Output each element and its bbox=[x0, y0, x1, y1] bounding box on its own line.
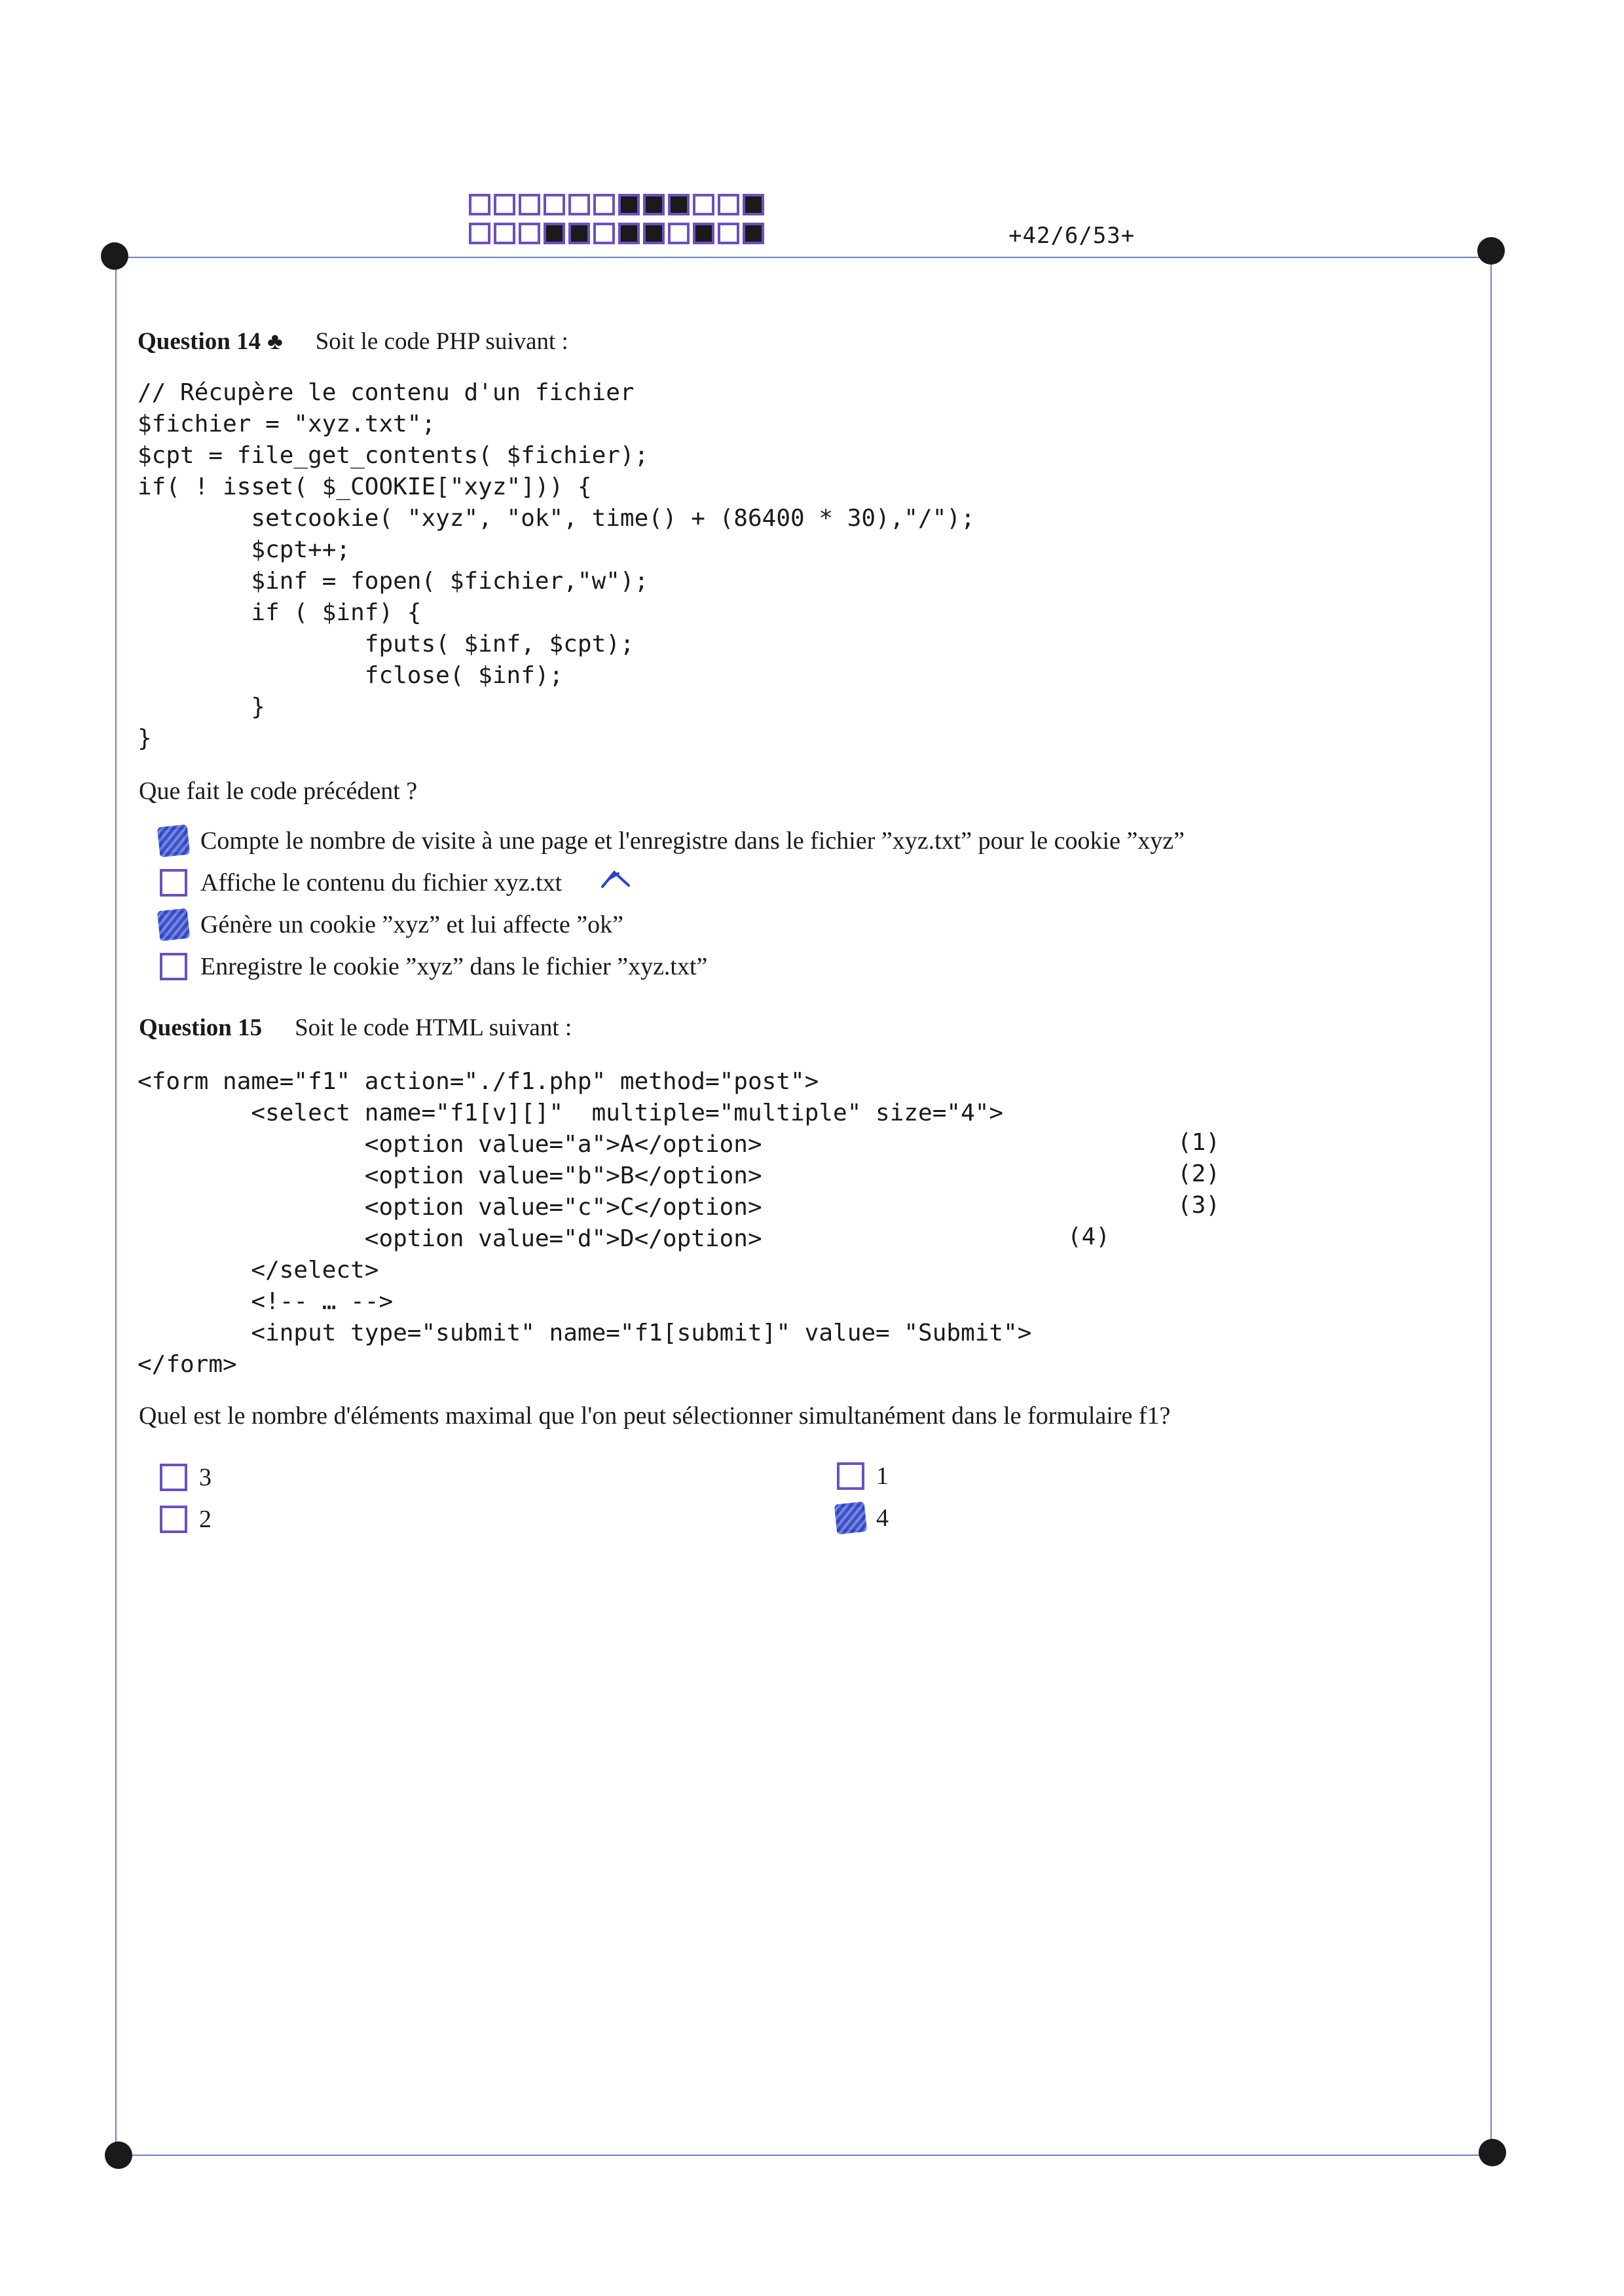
question-15-header bbox=[139, 1014, 572, 1042]
code-cell bbox=[618, 194, 640, 215]
code-cell bbox=[643, 223, 665, 244]
code-line: <option value="c">C</option> bbox=[138, 1194, 762, 1221]
question-14-prompt: Que fait le code précédent ? bbox=[139, 777, 418, 805]
code-line: $inf = fopen( $fichier,"w"); bbox=[138, 568, 649, 595]
code-cell bbox=[544, 194, 565, 215]
corner-marker-top-right bbox=[1477, 237, 1505, 265]
line-tag: (2) bbox=[1177, 1160, 1221, 1187]
code-line: if ( $inf) { bbox=[138, 599, 422, 626]
line-tag: (1) bbox=[1177, 1129, 1221, 1156]
q14-answer-4 bbox=[160, 952, 707, 981]
q15-answer-2 bbox=[837, 1462, 889, 1491]
student-code-row-1 bbox=[469, 194, 767, 215]
frame-right-line bbox=[1490, 257, 1492, 2156]
code-cell bbox=[544, 223, 565, 244]
q15-answer-2-label: 1 bbox=[876, 1462, 889, 1490]
q14-answer-2-checkbox[interactable] bbox=[160, 869, 187, 897]
q15-answer-3 bbox=[160, 1505, 212, 1534]
corner-marker-top-left bbox=[101, 242, 128, 270]
code-line: setcookie( "xyz", "ok", time() + (86400 * 30),"/"); bbox=[138, 505, 975, 532]
code-line: $fichier = "xyz.txt"; bbox=[138, 411, 436, 437]
question-14-code bbox=[138, 377, 975, 754]
code-line: <option value="a">A</option> bbox=[138, 1131, 762, 1158]
code-cell bbox=[494, 194, 515, 215]
code-line: <option value="b">B</option> bbox=[138, 1162, 762, 1189]
q15-answer-2-checkbox[interactable] bbox=[837, 1462, 864, 1490]
code-cell bbox=[593, 223, 615, 244]
frame-bottom-line bbox=[118, 2155, 1493, 2156]
code-cell bbox=[693, 194, 714, 215]
page-id: +42/6/53+ bbox=[1008, 223, 1135, 249]
q14-answer-2 bbox=[160, 868, 562, 897]
code-cell bbox=[668, 223, 690, 244]
line-tag: (3) bbox=[1177, 1192, 1221, 1219]
code-line: } bbox=[138, 694, 266, 720]
code-cell bbox=[643, 194, 665, 215]
q14-answer-3-label: Génère un cookie ”xyz” et lui affecte ”ok” bbox=[200, 911, 623, 938]
corner-marker-bottom-right bbox=[1479, 2139, 1506, 2166]
q15-answer-1-label: 3 bbox=[199, 1464, 212, 1491]
question-15-code bbox=[138, 1066, 1031, 1380]
q14-answer-2-label: Affiche le contenu du fichier xyz.txt bbox=[200, 869, 563, 897]
question-14-label: Question 14 bbox=[138, 328, 261, 355]
q15-answer-4-checkbox[interactable] bbox=[837, 1504, 864, 1532]
code-cell bbox=[568, 194, 590, 215]
code-cell bbox=[494, 223, 515, 244]
q15-answer-4-label: 4 bbox=[876, 1504, 889, 1532]
frame-top-line bbox=[114, 257, 1492, 258]
code-cell bbox=[743, 194, 764, 215]
code-line: // Récupère le contenu d'un fichier bbox=[138, 379, 635, 406]
pen-mark-icon bbox=[601, 870, 630, 889]
q14-answer-1-checkbox[interactable] bbox=[160, 827, 187, 855]
q14-answer-1-label: Compte le nombre de visite à une page et l'enregistre dans le fichier ”xyz.txt” pour le cookie ”xyz” bbox=[200, 827, 1185, 855]
code-cell bbox=[743, 223, 764, 244]
code-cell bbox=[519, 194, 540, 215]
code-line: $cpt = file_get_contents( $fichier); bbox=[138, 442, 649, 469]
code-cell bbox=[469, 194, 490, 215]
q15-answer-3-checkbox[interactable] bbox=[160, 1506, 187, 1533]
code-line: if( ! isset( $_COOKIE["xyz"])) { bbox=[138, 473, 592, 500]
question-15-intro: Soit le code HTML suivant : bbox=[295, 1014, 572, 1041]
line-tag: (4) bbox=[1067, 1223, 1111, 1250]
q15-answer-4 bbox=[837, 1504, 889, 1532]
code-cell bbox=[618, 223, 640, 244]
code-line: </select> bbox=[138, 1257, 379, 1284]
corner-marker-bottom-left bbox=[105, 2141, 132, 2169]
code-line: <form name="f1" action="./f1.php" method="post"> bbox=[138, 1068, 819, 1095]
q14-answer-4-label: Enregistre le cookie ”xyz” dans le fichier ”xyz.txt” bbox=[200, 953, 708, 980]
code-cell bbox=[693, 223, 714, 244]
question-14-intro: Soit le code PHP suivant : bbox=[315, 328, 568, 355]
code-line: fputs( $inf, $cpt); bbox=[138, 631, 635, 657]
question-15-prompt: Quel est le nombre d'éléments maximal que l'on peut sélectionner simultanément dans le formulaire f1? bbox=[139, 1402, 1171, 1430]
code-cell bbox=[568, 223, 590, 244]
code-cell bbox=[718, 194, 739, 215]
code-line: $cpt++; bbox=[138, 536, 351, 563]
frame-left-line bbox=[115, 257, 117, 2156]
code-line: fclose( $inf); bbox=[138, 662, 564, 689]
code-line: <option value="d">D</option> bbox=[138, 1225, 762, 1252]
student-code-row-2 bbox=[469, 223, 767, 244]
code-line: <select name="f1[v][]" multiple="multiple" size="4"> bbox=[138, 1100, 1004, 1126]
q15-answer-1-checkbox[interactable] bbox=[160, 1464, 187, 1491]
q14-answer-3 bbox=[160, 910, 623, 939]
code-cell bbox=[593, 194, 615, 215]
question-15-label: Question 15 bbox=[139, 1014, 263, 1041]
code-line: <!-- … --> bbox=[138, 1288, 394, 1315]
q14-answer-3-checkbox[interactable] bbox=[160, 911, 187, 938]
code-cell bbox=[668, 194, 690, 215]
q14-answer-4-checkbox[interactable] bbox=[160, 953, 187, 980]
q15-answer-3-label: 2 bbox=[199, 1506, 212, 1533]
code-line: </form> bbox=[138, 1351, 237, 1378]
q14-answer-1 bbox=[160, 826, 1185, 855]
code-cell bbox=[718, 223, 739, 244]
code-cell bbox=[519, 223, 540, 244]
club-icon: ♣ bbox=[267, 328, 283, 354]
code-cell bbox=[469, 223, 490, 244]
code-line: <input type="submit" name="f1[submit]" value= "Submit"> bbox=[138, 1320, 1032, 1346]
q15-answer-1 bbox=[160, 1463, 212, 1492]
code-line: } bbox=[138, 725, 152, 752]
question-14-header bbox=[138, 327, 568, 356]
